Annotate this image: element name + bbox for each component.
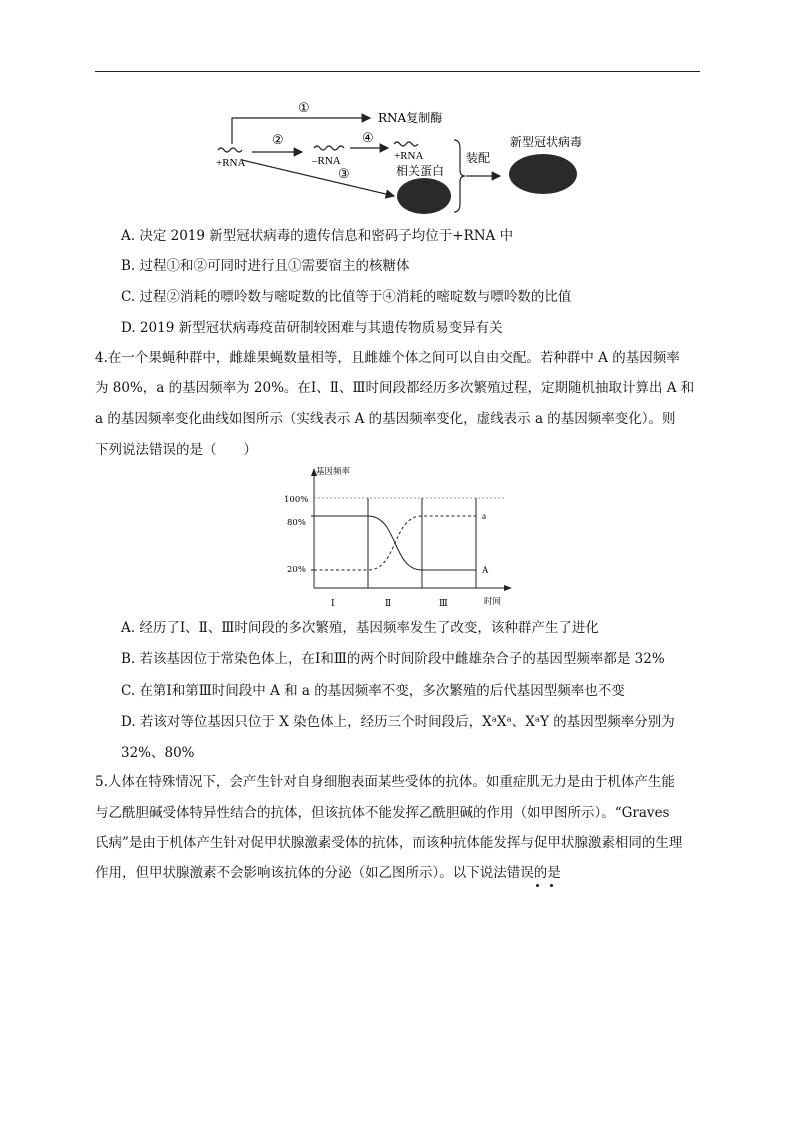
y-tick-80: 80%	[287, 518, 306, 528]
minus-rna-wave	[314, 146, 344, 150]
virus-replication-diagram	[210, 98, 610, 216]
minus-rna-label: –RNA	[312, 155, 341, 167]
q3-option-d: D. 2019 新型冠状病毒疫苗研制较困难与其遗传物质易变异有关	[121, 320, 503, 336]
rna-replicase-label: RNA复制酶	[378, 111, 443, 125]
x-axis-arrow	[504, 585, 512, 591]
q3-option-c: C. 过程②消耗的嘌呤数与嘧啶数的比值等于④消耗的嘧啶数与嘌呤数的比值	[121, 289, 572, 305]
x-category-2: Ⅱ	[385, 599, 392, 609]
q5-stem-line-3: 氏病”是由于机体产生针对促甲状腺激素受体的抗体，而该种抗体能发挥与促甲状腺激素相同的生理	[95, 835, 683, 851]
gene-frequency-chart	[272, 464, 522, 616]
emphasis-dot	[550, 884, 553, 887]
y-tick-20: 20%	[287, 565, 306, 575]
q4-option-b: B. 若该基因位于常染色体上，在Ⅰ和Ⅲ的两个时间阶段中雌雄杂合子的基因型频率都是 32%	[121, 651, 665, 667]
q4-option-d: D. 若该对等位基因只位于 X 染色体上，经历三个时间段后，XᵃXᵃ、XᵃY 的基因型频率分别为	[121, 714, 675, 730]
q5-stem-line-4: 作用，但甲状腺激素不会影响该抗体的分泌（如乙图所示）。以下说法错误的是	[95, 865, 561, 881]
series-label-A: A	[482, 565, 489, 575]
q4-stem-line-1: 4.在一个果蝇种群中，雌雄果蝇数量相等，且雌雄个体之间可以自由交配。若种群中 A 的基因频率	[95, 350, 680, 366]
new-virus-label: 新型冠状病毒	[510, 135, 583, 149]
y-tick-100: 100%	[284, 495, 309, 505]
plus-rna-right-label: +RNA	[394, 150, 424, 162]
q5-stem-line-2: 与乙酰胆碱受体特异性结合的抗体，但该抗体不能发挥乙酰胆碱的作用（如甲图所示）。“Graves	[95, 805, 670, 821]
q4-stem-line-4: 下列说法错误的是（ ）	[95, 442, 257, 458]
plus-rna-left-label: +RNA	[216, 157, 246, 169]
q4-option-a: A. 经历了Ⅰ、Ⅱ、Ⅲ时间段的多次繁殖，基因频率发生了改变，该种群产生了进化	[121, 620, 599, 636]
emphasis-dot	[536, 884, 539, 887]
arrow-1	[232, 118, 370, 144]
x-category-3: Ⅲ	[439, 599, 448, 609]
q3-option-a: A. 决定 2019 新型冠状病毒的遗传信息和密码子均位于+RNA 中	[121, 228, 514, 244]
step-3-label: ③	[338, 167, 350, 182]
assembly-brace	[454, 140, 465, 212]
y-axis-label: 基因频率	[316, 467, 351, 477]
x-axis-label: 时间	[484, 597, 502, 607]
x-category-1: Ⅰ	[331, 599, 335, 609]
related-protein-blob	[397, 178, 451, 214]
step-1-label: ①	[298, 101, 310, 116]
step-4-label: ④	[362, 131, 374, 146]
q3-option-b: B. 过程①和②可同时进行且①需要宿主的核糖体	[121, 258, 410, 274]
assembly-label: 装配	[466, 151, 491, 165]
plus-rna-left-wave	[218, 148, 242, 152]
series-label-a: a	[482, 511, 486, 521]
q4-option-d-continued: 32%、80%	[121, 745, 195, 761]
related-protein-label: 相关蛋白	[396, 164, 445, 178]
q4-stem-line-2: 为 80%，a 的基因频率为 20%。在Ⅰ、Ⅱ、Ⅲ时间段都经历多次繁殖过程，定期随机抽取计算出 A 和	[95, 380, 695, 396]
plus-rna-right-wave	[394, 142, 418, 146]
header-rule	[95, 71, 700, 72]
q4-stem-line-3: a 的基因频率变化曲线如图所示（实线表示 A 的基因频率变化，虚线表示 a 的基因频率变化）。则	[95, 411, 676, 427]
q5-stem-line-1: 5.人体在特殊情况下，会产生针对自身细胞表面某些受体的抗体。如重症肌无力是由于机体产生能	[95, 774, 675, 790]
series-line-a	[314, 516, 476, 570]
new-virus-blob	[509, 154, 577, 194]
q4-option-c: C. 在第Ⅰ和第Ⅲ时间段中 A 和 a 的基因频率不变，多次繁殖的后代基因型频率也不变	[121, 683, 625, 699]
step-2-label: ②	[272, 133, 284, 148]
